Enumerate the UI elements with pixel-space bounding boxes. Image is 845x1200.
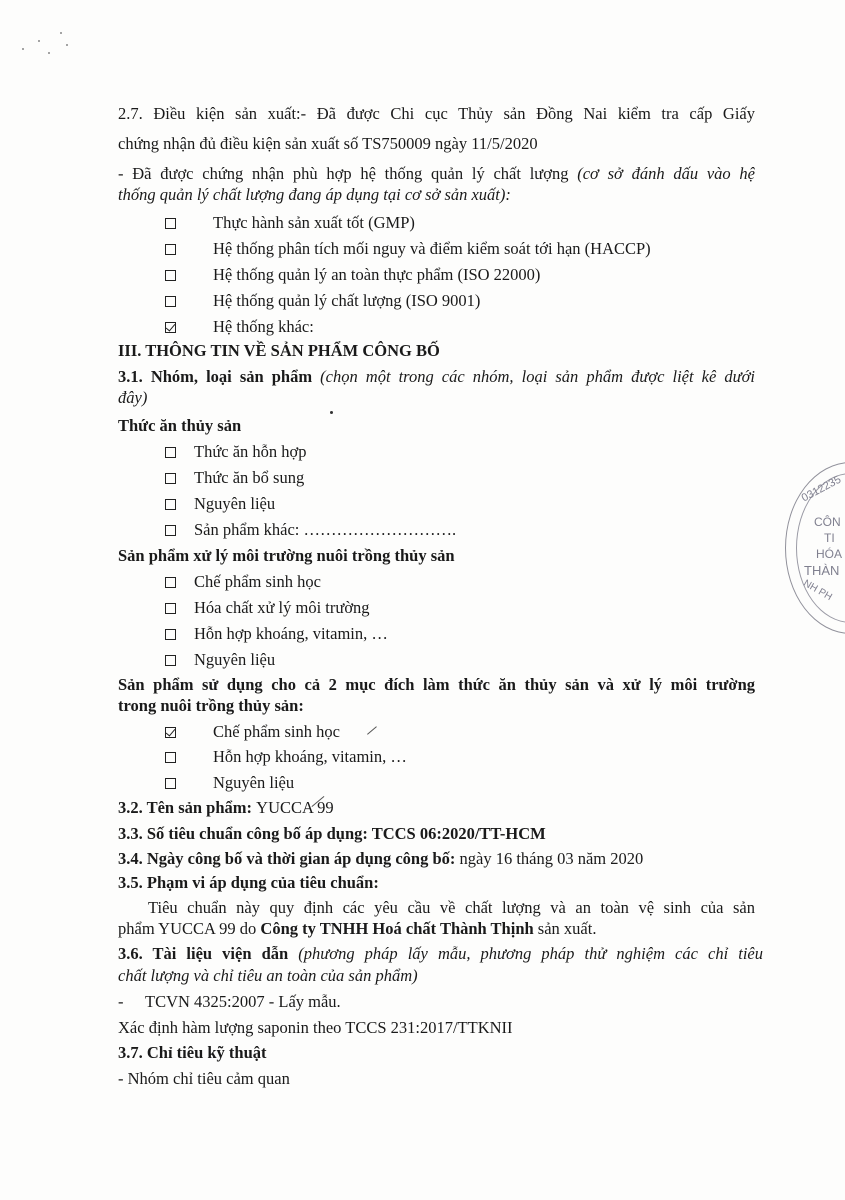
group3-title-line1: Sản phẩm sử dụng cho cả 2 mục đích làm thức ăn thủy sản và xử lý môi trường <box>118 675 755 694</box>
s31-line1 <box>118 367 755 387</box>
s27-line3 <box>118 164 755 184</box>
stamp-text: THÀN <box>804 563 840 578</box>
s27-line2: chứng nhận đủ điều kiện sản xuất số TS750009 ngày 11/5/2020 <box>118 134 538 153</box>
checkbox-feed-mixed[interactable] <box>165 447 176 458</box>
s34-label: 3.4. Ngày công bố và thời gian áp dụng công bố: <box>118 849 460 868</box>
s32-line <box>118 798 334 818</box>
scan-speck <box>330 411 333 414</box>
scan-speck <box>60 32 62 34</box>
item-feed-raw: Nguyên liệu <box>194 494 276 513</box>
group3-title-line2: trong nuôi trồng thủy sản: <box>118 696 304 715</box>
pen-tick-mark <box>367 726 377 735</box>
s35-line2-c: sản xuất. <box>533 919 597 938</box>
item-dual-bio: Chế phẩm sinh học <box>213 722 340 741</box>
s35-heading: 3.5. Phạm vi áp dụng của tiêu chuẩn: <box>118 873 379 892</box>
s35-line1: Tiêu chuẩn này quy định các yêu cầu về chất lượng và an toàn vệ sinh của sản <box>148 898 755 917</box>
item-env-chem: Hóa chất xử lý môi trường <box>194 598 370 617</box>
s35-line2 <box>118 919 596 939</box>
s31-line2: đây) <box>118 388 148 407</box>
s37-line: - Nhóm chỉ tiêu cảm quan <box>118 1069 290 1088</box>
s27-line3-text: - Đã được chứng nhận phù hợp hệ thống quản lý chất lượng <box>118 164 578 183</box>
checkbox-dual-raw[interactable] <box>165 778 176 789</box>
s27-line4: thống quản lý chất lượng đang áp dụng tại cơ sở sản xuất): <box>118 185 511 204</box>
checkbox-feed-supplement[interactable] <box>165 473 176 484</box>
checkbox-haccp[interactable] <box>165 244 176 255</box>
option-haccp: Hệ thống phân tích mối nguy và điểm kiểm soát tới hạn (HACCP) <box>213 239 651 258</box>
announce-date: ngày 16 tháng 03 năm 2020 <box>459 849 644 868</box>
s31-note: (chọn một trong các nhóm, loại sản phẩm được liệt kê dưới <box>320 367 755 386</box>
s36-line1 <box>118 944 763 964</box>
checkbox-dual-bio[interactable] <box>165 727 176 738</box>
stamp-text: NH PH <box>801 577 834 604</box>
checkbox-feed-other[interactable] <box>165 525 176 536</box>
s31-heading: 3.1. Nhóm, loại sản phẩm <box>118 367 321 386</box>
s27-line3-italic: (cơ sở đánh dấu vào hệ <box>577 164 755 183</box>
scan-speck <box>48 52 50 54</box>
s35-line2-a: phẩm YUCCA 99 do <box>118 919 261 938</box>
checkbox-env-chem[interactable] <box>165 603 176 614</box>
s32-label: 3.2. Tên sản phẩm: <box>118 798 257 817</box>
checkbox-feed-raw[interactable] <box>165 499 176 510</box>
group2-title: Sản phẩm xử lý môi trường nuôi trồng thủy sản <box>118 546 455 565</box>
scan-speck <box>22 48 24 50</box>
stamp-text: HÓA <box>816 547 843 561</box>
stamp-text: CÔN <box>814 515 841 529</box>
company-name: Công ty TNHH Hoá chất Thành Thịnh <box>260 919 534 938</box>
scan-speck <box>66 44 68 46</box>
checkbox-dual-mineral[interactable] <box>165 752 176 763</box>
item-env-bio: Chế phẩm sinh học <box>194 572 321 591</box>
s36-ref2: Xác định hàm lượng saponin theo TCCS 231:2017/TTKNII <box>118 1018 513 1037</box>
s36-heading: 3.6. Tài liệu viện dẫn <box>118 944 299 963</box>
scan-speck <box>38 40 40 42</box>
s36-ref1: TCVN 4325:2007 - Lấy mẫu. <box>145 992 341 1011</box>
s33-line: 3.3. Số tiêu chuẩn công bố áp dụng: TCCS 06:2020/TT-HCM <box>118 824 546 843</box>
checkbox-iso22000[interactable] <box>165 270 176 281</box>
item-feed-mixed: Thức ăn hỗn hợp <box>194 442 307 461</box>
checkbox-other-system[interactable] <box>165 322 176 333</box>
option-gmp: Thực hành sản xuất tốt (GMP) <box>213 213 415 232</box>
option-other-system: Hệ thống khác: <box>213 317 314 336</box>
s37-heading: 3.7. Chỉ tiêu kỹ thuật <box>118 1043 267 1062</box>
checkbox-env-bio[interactable] <box>165 577 176 588</box>
checkbox-env-raw[interactable] <box>165 655 176 666</box>
group1-title: Thức ăn thủy sản <box>118 416 242 435</box>
checkbox-env-mineral[interactable] <box>165 629 176 640</box>
section-iii-heading: III. THÔNG TIN VỀ SẢN PHẨM CÔNG BỐ <box>118 341 440 360</box>
item-env-mineral: Hỗn hợp khoáng, vitamin, … <box>194 624 388 643</box>
s27-line1: 2.7. Điều kiện sản xuất:- Đã được Chi cục Thủy sản Đồng Nai kiểm tra cấp Giấy <box>118 104 755 123</box>
item-env-raw: Nguyên liệu <box>194 650 276 669</box>
checkbox-iso9001[interactable] <box>165 296 176 307</box>
s36-note: (phương pháp lấy mẫu, phương pháp thử nghiệm các chỉ tiêu <box>298 944 763 963</box>
s36-ref1-dash: - <box>118 992 124 1011</box>
product-name: YUCCA 99 <box>256 798 334 817</box>
s34-line <box>118 849 643 869</box>
item-feed-supplement: Thức ăn bổ sung <box>194 468 305 487</box>
option-iso22000: Hệ thống quản lý an toàn thực phẩm (ISO 22000) <box>213 265 541 284</box>
s36-line2: chất lượng và chỉ tiêu an toàn của sản phẩm) <box>118 966 418 985</box>
item-dual-mineral: Hỗn hợp khoáng, vitamin, … <box>213 747 407 766</box>
company-stamp <box>785 462 845 634</box>
checkbox-gmp[interactable] <box>165 218 176 229</box>
item-dual-raw: Nguyên liệu <box>213 773 295 792</box>
item-feed-other: Sản phẩm khác: ………………………. <box>194 520 457 539</box>
stamp-text: TI <box>824 531 835 545</box>
stamp-text: 0312235 <box>799 473 844 505</box>
option-iso9001: Hệ thống quản lý chất lượng (ISO 9001) <box>213 291 481 310</box>
